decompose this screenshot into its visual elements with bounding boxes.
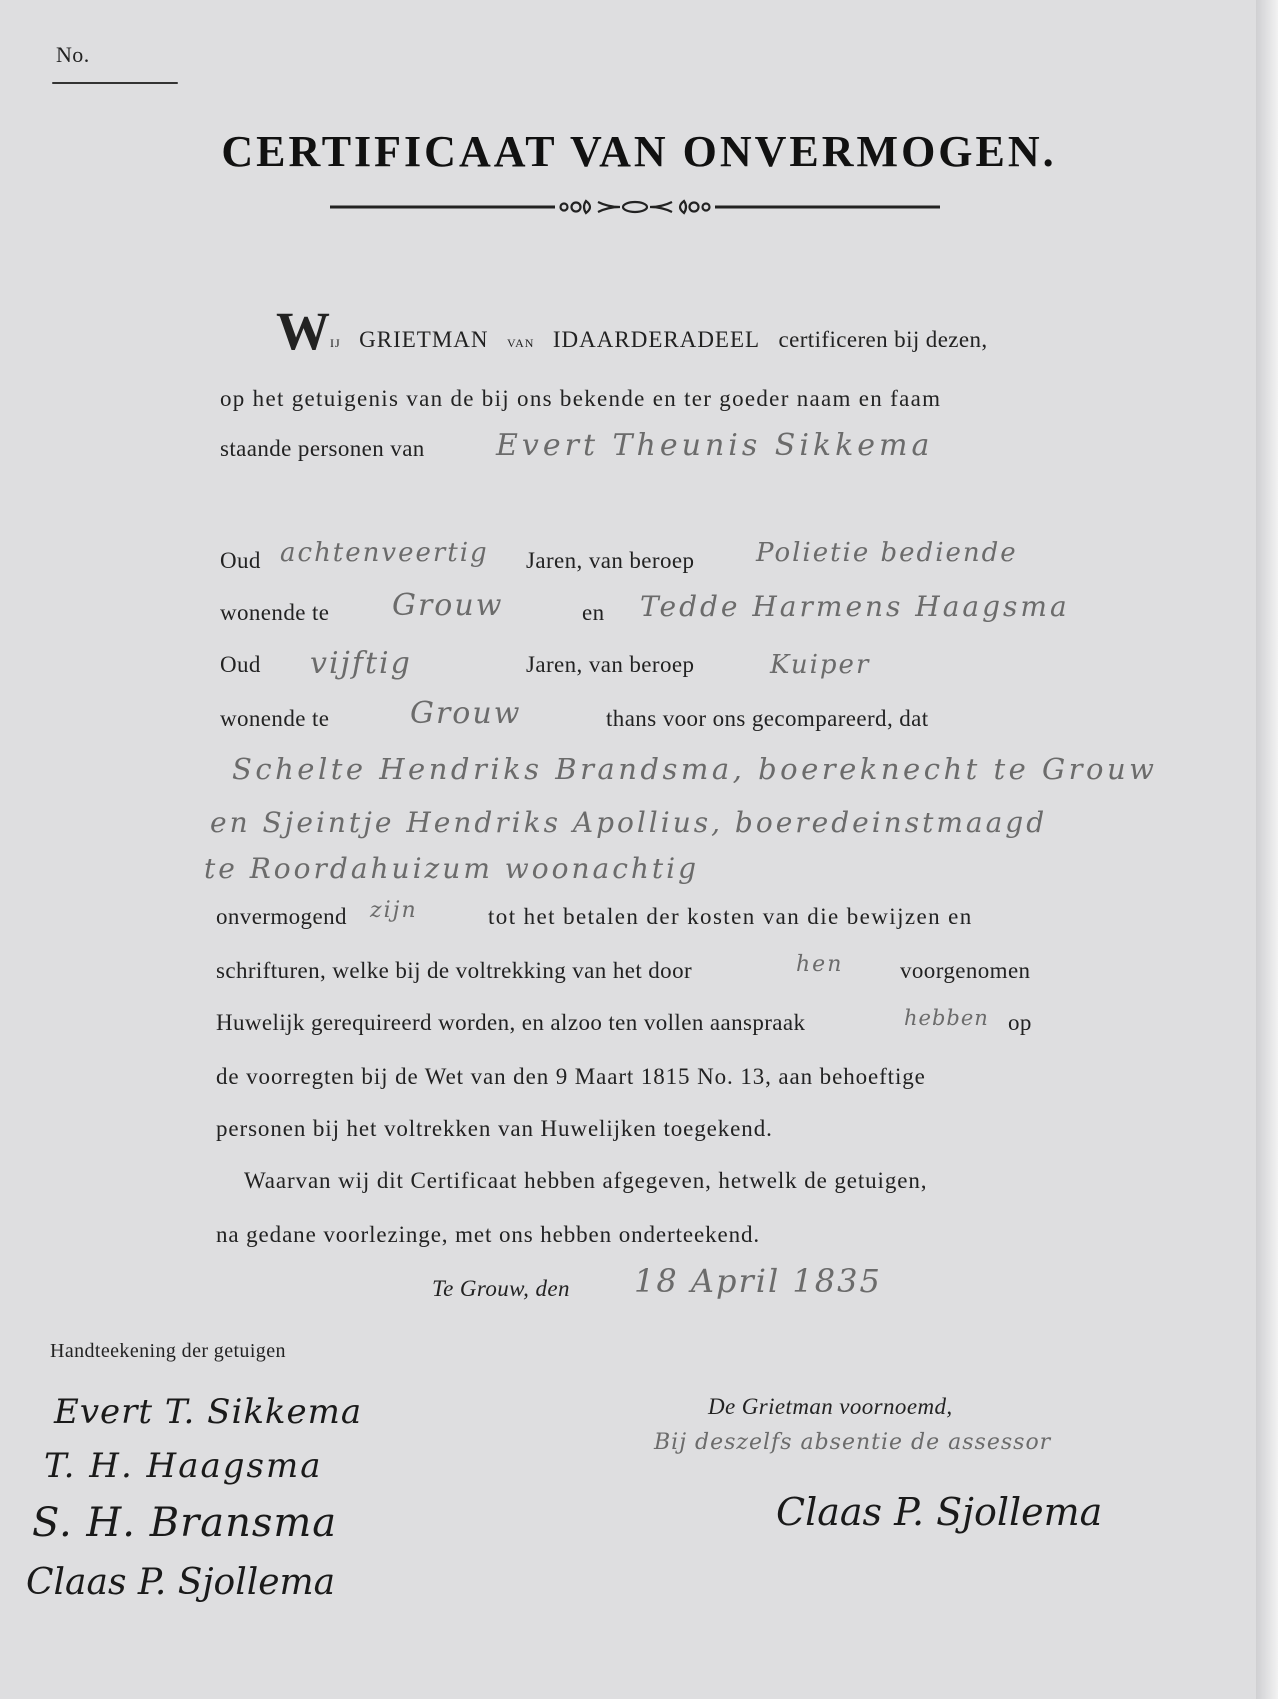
schrifturen-line-b: voorgenomen bbox=[900, 958, 1031, 983]
witness2-age: vijftig bbox=[310, 646, 412, 681]
date-prefix: Te Grouw, den bbox=[432, 1276, 570, 1301]
oud-label-1: Oud bbox=[220, 548, 261, 573]
witness2-residence: Grouw bbox=[410, 696, 522, 731]
personen-line: personen bij het voltrekken van Huwelijken toegekend. bbox=[216, 1116, 773, 1141]
intro-line-1-rest: certificeren bij dezen, bbox=[778, 327, 988, 352]
intro-line-1 bbox=[276, 300, 988, 362]
number-label: No. bbox=[56, 42, 90, 67]
party-line-1: Schelte Hendriks Brandsma, boereknecht te Grouw bbox=[232, 752, 1158, 786]
jaren-beroep-label-1: Jaren, van beroep bbox=[526, 548, 695, 573]
van-word: van bbox=[506, 332, 535, 351]
grietman-word: GRIETMAN bbox=[359, 327, 489, 352]
witness1-profession: Polietie bediende bbox=[756, 538, 1018, 568]
intro-line-3: staande personen van bbox=[220, 436, 425, 461]
huwelijk-line-b: op bbox=[1008, 1010, 1032, 1035]
compareerd-text: thans voor ons gecompareerd, dat bbox=[606, 706, 929, 731]
wet-line: de voorregten bij de Wet van den 9 Maart 1815 No. 13, aan behoeftige bbox=[216, 1064, 926, 1089]
hebben-word: hebben bbox=[904, 1006, 989, 1030]
intro-line-2: op het getuigenis van de bij ons bekende en ter goeder naam en faam bbox=[220, 386, 942, 411]
ornament-divider bbox=[330, 198, 940, 216]
municipality-name: IDAARDERADEEL bbox=[552, 327, 761, 352]
witness-signature-2: T. H. Haagsma bbox=[44, 1446, 323, 1486]
witness1-name: Evert Theunis Sikkema bbox=[496, 428, 934, 463]
witness-signature-3: S. H. Bransma bbox=[32, 1500, 338, 1546]
grietman-absence-note: Bij deszelfs absentie de assessor bbox=[654, 1430, 1052, 1455]
witness2-name: Tedde Harmens Haagsma bbox=[640, 590, 1070, 623]
witness1-residence: Grouw bbox=[392, 588, 504, 623]
schrifturen-line-a: schrifturen, welke bij de voltrekking van het door bbox=[216, 958, 693, 983]
number-rule bbox=[52, 82, 178, 84]
witness-signature-4: Claas P. Sjollema bbox=[26, 1562, 336, 1603]
jaren-beroep-label-2: Jaren, van beroep bbox=[526, 652, 695, 677]
waarvan-line: Waarvan wij dit Certificaat hebben afgegeven, hetwelk de getuigen, bbox=[244, 1168, 928, 1193]
date-value: 18 April 1835 bbox=[634, 1262, 882, 1300]
gedane-line: na gedane voorlezinge, met ons hebben onderteekend. bbox=[216, 1222, 761, 1247]
onvermogend-label: onvermogend bbox=[216, 904, 347, 929]
witness2-profession: Kuiper bbox=[770, 650, 871, 680]
grietman-label: De Grietman voornoemd, bbox=[708, 1394, 953, 1419]
en-label: en bbox=[582, 600, 605, 625]
oud-label-2: Oud bbox=[220, 652, 261, 677]
party-line-2: en Sjeintje Hendriks Apollius, boeredeinstmaagd bbox=[210, 806, 1048, 839]
witness-signature-1: Evert T. Sikkema bbox=[54, 1392, 363, 1432]
wonende-label-1: wonende te bbox=[220, 600, 330, 625]
witnesses-signature-label: Handteekening der getuigen bbox=[50, 1340, 286, 1362]
party-line-3: te Roordahuizum woonachtig bbox=[204, 852, 700, 885]
document-title: CERTIFICAAT VAN ONVERMOGEN. bbox=[221, 127, 1057, 176]
zijn-word: zijn bbox=[370, 898, 418, 923]
hen-word: hen bbox=[796, 952, 844, 977]
initial-letter: W bbox=[276, 301, 330, 361]
huwelijk-line-a: Huwelijk gerequireerd worden, en alzoo ten vollen aanspraak bbox=[216, 1010, 806, 1035]
kosten-line: tot het betalen der kosten van die bewijzen en bbox=[488, 904, 973, 929]
wonende-label-2: wonende te bbox=[220, 706, 330, 731]
witness1-age: achtenveertig bbox=[280, 538, 489, 568]
intro-word-ij: ij bbox=[330, 332, 341, 351]
grietman-signature: Claas P. Sjollema bbox=[776, 1490, 1103, 1534]
